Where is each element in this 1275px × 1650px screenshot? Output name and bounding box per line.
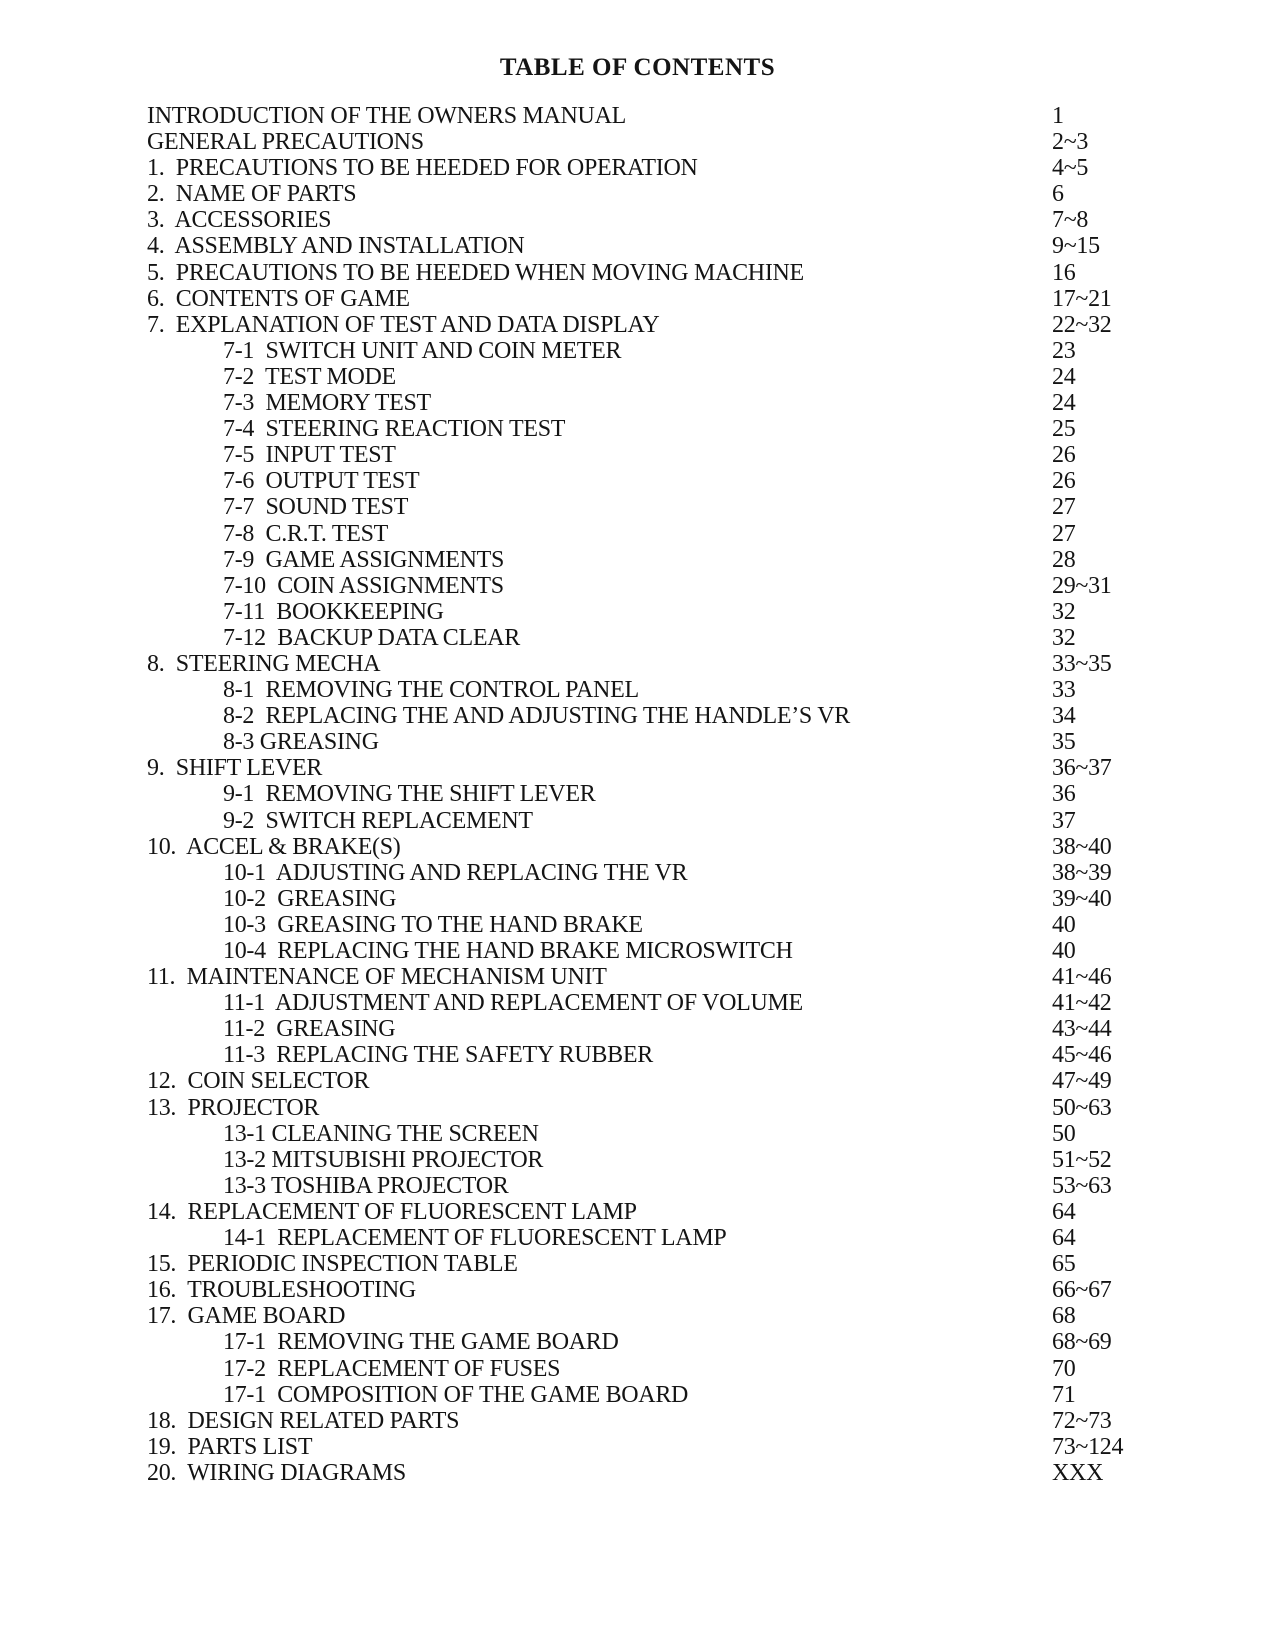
toc-entry <box>0 390 1275 416</box>
toc-entry-label: 8-3 GREASING <box>223 729 379 756</box>
toc-list <box>0 103 1275 1486</box>
page-title: TABLE OF CONTENTS <box>499 54 776 81</box>
toc-entry <box>0 990 1275 1016</box>
toc-entry-pages: 40 <box>1052 938 1076 964</box>
toc-entry <box>0 964 1275 990</box>
toc-entry-pages: 1 <box>1052 103 1064 129</box>
toc-entry <box>0 1147 1275 1173</box>
toc-entry-label: 17. GAME BOARD <box>147 1303 346 1330</box>
toc-entry-label: 19. PARTS LIST <box>147 1433 313 1460</box>
toc-entry-label: 8-1 REMOVING THE CONTROL PANEL <box>223 677 639 704</box>
toc-entry-pages: 2~3 <box>1052 129 1089 156</box>
toc-entry <box>0 834 1275 860</box>
toc-entry-label: 10-4 REPLACING THE HAND BRAKE MICROSWITCH <box>223 938 793 964</box>
toc-entry-label: 13-3 TOSHIBA PROJECTOR <box>223 1172 509 1199</box>
toc-entry-pages: 17~21 <box>1052 285 1112 312</box>
toc-entry <box>0 573 1275 599</box>
toc-entry-pages: 6 <box>1052 181 1064 208</box>
toc-entry <box>0 703 1275 729</box>
toc-entry-pages: 70 <box>1052 1355 1076 1382</box>
toc-entry-label: 7-2 TEST MODE <box>223 363 396 390</box>
toc-entry-label: 14-1 REPLACEMENT OF FLUORESCENT LAMP <box>223 1225 727 1252</box>
toc-entry-label: 17-2 REPLACEMENT OF FUSES <box>223 1355 561 1382</box>
toc-entry-pages: 66~67 <box>1052 1277 1112 1304</box>
toc-entry <box>0 181 1275 207</box>
toc-entry <box>0 1460 1275 1486</box>
toc-entry-label: 12. COIN SELECTOR <box>147 1068 370 1095</box>
toc-entry-label: 10-2 GREASING <box>223 885 397 912</box>
toc-entry <box>0 1199 1275 1225</box>
toc-entry <box>0 808 1275 834</box>
toc-entry-label: 10. ACCEL & BRAKE(S) <box>147 833 401 860</box>
toc-entry-label: 7-11 BOOKKEEPING <box>223 598 444 625</box>
toc-entry-label: 18. DESIGN RELATED PARTS <box>147 1407 460 1434</box>
toc-entry-pages: 7~8 <box>1052 207 1089 234</box>
toc-entry-pages: 33~35 <box>1052 650 1112 677</box>
toc-entry <box>0 521 1275 547</box>
toc-entry-label: 10-3 GREASING TO THE HAND BRAKE <box>223 911 643 938</box>
toc-entry <box>0 286 1275 312</box>
toc-entry-pages: 24 <box>1052 363 1076 390</box>
toc-entry-pages: 50 <box>1052 1120 1076 1147</box>
toc-entry-label: 7-9 GAME ASSIGNMENTS <box>223 546 505 573</box>
toc-entry-label: 9-2 SWITCH REPLACEMENT <box>223 807 533 834</box>
toc-entry-pages: 64 <box>1052 1198 1076 1225</box>
toc-entry <box>0 338 1275 364</box>
toc-entry-label: 11-3 REPLACING THE SAFETY RUBBER <box>223 1042 653 1069</box>
toc-entry-pages: 34 <box>1052 703 1076 730</box>
toc-entry-label: 7-5 INPUT TEST <box>223 442 396 469</box>
toc-entry <box>0 1068 1275 1094</box>
toc-entry <box>0 547 1275 573</box>
toc-entry <box>0 1408 1275 1434</box>
toc-entry-label: GENERAL PRECAUTIONS <box>147 129 424 156</box>
toc-entry <box>0 155 1275 181</box>
toc-entry <box>0 129 1275 155</box>
toc-entry-pages: 32 <box>1052 598 1076 625</box>
toc-entry-label: 5. PRECAUTIONS TO BE HEEDED WHEN MOVING MACHINE <box>147 259 804 286</box>
toc-entry-label: 7-12 BACKUP DATA CLEAR <box>223 624 520 651</box>
toc-entry-pages: 72~73 <box>1052 1407 1112 1434</box>
toc-entry-pages: 28 <box>1052 546 1076 573</box>
toc-entry-pages: 40 <box>1052 911 1076 938</box>
toc-entry <box>0 207 1275 233</box>
toc-entry-pages: 27 <box>1052 520 1076 547</box>
toc-entry-label: 6. CONTENTS OF GAME <box>147 285 410 312</box>
toc-entry-pages: 51~52 <box>1052 1146 1112 1173</box>
toc-entry <box>0 312 1275 338</box>
toc-entry-label: 7-7 SOUND TEST <box>223 494 409 521</box>
toc-entry-pages: 26 <box>1052 442 1076 469</box>
toc-entry-label: 7-3 MEMORY TEST <box>223 390 431 417</box>
toc-entry <box>0 442 1275 468</box>
toc-entry-pages: 23 <box>1052 337 1076 364</box>
toc-entry-pages: 41~46 <box>1052 964 1112 991</box>
toc-entry <box>0 1225 1275 1251</box>
toc-entry-pages: 38~39 <box>1052 859 1112 886</box>
toc-entry-label: 11-2 GREASING <box>223 1016 396 1043</box>
toc-entry-pages: 26 <box>1052 468 1076 495</box>
toc-entry-label: 14. REPLACEMENT OF FLUORESCENT LAMP <box>147 1198 637 1225</box>
toc-entry-pages: 37 <box>1052 807 1076 834</box>
toc-entry <box>0 781 1275 807</box>
toc-entry <box>0 364 1275 390</box>
toc-entry-label: 8-2 REPLACING THE AND ADJUSTING THE HANDLE’S VR <box>223 703 850 730</box>
toc-entry <box>0 755 1275 781</box>
toc-entry-label: 2. NAME OF PARTS <box>147 181 357 208</box>
toc-entry <box>0 468 1275 494</box>
toc-entry <box>0 1356 1275 1382</box>
toc-entry-label: 13-2 MITSUBISHI PROJECTOR <box>223 1146 544 1173</box>
toc-entry-label: 7. EXPLANATION OF TEST AND DATA DISPLAY <box>147 311 660 338</box>
toc-entry <box>0 1016 1275 1042</box>
toc-entry <box>0 1329 1275 1355</box>
toc-entry-label: 8. STEERING MECHA <box>147 650 381 677</box>
toc-entry-pages: 53~63 <box>1052 1172 1112 1199</box>
toc-entry-label: 3. ACCESSORIES <box>147 207 332 234</box>
toc-entry-label: 7-8 C.R.T. TEST <box>223 520 388 547</box>
toc-entry-label: 16. TROUBLESHOOTING <box>147 1277 416 1304</box>
toc-entry <box>0 677 1275 703</box>
toc-entry <box>0 1173 1275 1199</box>
toc-entry <box>0 1042 1275 1068</box>
toc-entry <box>0 651 1275 677</box>
toc-entry <box>0 494 1275 520</box>
toc-entry-pages: 16 <box>1052 259 1076 286</box>
toc-entry <box>0 912 1275 938</box>
toc-entry-pages: 41~42 <box>1052 990 1112 1017</box>
toc-entry <box>0 416 1275 442</box>
toc-entry-label: 7-10 COIN ASSIGNMENTS <box>223 572 504 599</box>
toc-entry <box>0 625 1275 651</box>
toc-entry <box>0 1303 1275 1329</box>
toc-entry-pages: 71 <box>1052 1381 1076 1408</box>
toc-entry-label: 1. PRECAUTIONS TO BE HEEDED FOR OPERATION <box>147 155 698 182</box>
toc-entry <box>0 1095 1275 1121</box>
toc-entry-pages: 65 <box>1052 1251 1076 1278</box>
toc-entry-label: 10-1 ADJUSTING AND REPLACING THE VR <box>223 859 688 886</box>
toc-entry <box>0 103 1275 129</box>
toc-entry-pages: 39~40 <box>1052 885 1112 912</box>
toc-entry <box>0 1277 1275 1303</box>
toc-entry-label: 20. WIRING DIAGRAMS <box>147 1459 406 1486</box>
toc-entry-pages: 38~40 <box>1052 833 1112 860</box>
toc-entry-label: 17-1 COMPOSITION OF THE GAME BOARD <box>223 1381 689 1408</box>
toc-entry-label: 4. ASSEMBLY AND INSTALLATION <box>147 233 525 260</box>
toc-entry-label: 17-1 REMOVING THE GAME BOARD <box>223 1329 619 1356</box>
toc-entry-label: 13. PROJECTOR <box>147 1094 320 1121</box>
toc-entry-pages: 64 <box>1052 1225 1076 1252</box>
toc-entry <box>0 729 1275 755</box>
toc-entry-label: 7-6 OUTPUT TEST <box>223 468 420 495</box>
toc-entry <box>0 860 1275 886</box>
toc-entry-label: 11-1 ADJUSTMENT AND REPLACEMENT OF VOLUME <box>223 990 803 1017</box>
toc-entry-pages: 27 <box>1052 494 1076 521</box>
toc-entry-pages: 4~5 <box>1052 155 1089 182</box>
toc-entry <box>0 1251 1275 1277</box>
toc-entry-pages: 68~69 <box>1052 1329 1112 1356</box>
toc-entry-pages: 43~44 <box>1052 1016 1112 1043</box>
toc-entry-label: 13-1 CLEANING THE SCREEN <box>223 1120 539 1147</box>
toc-entry <box>0 1121 1275 1147</box>
toc-entry <box>0 1382 1275 1408</box>
toc-entry-pages: 32 <box>1052 624 1076 651</box>
toc-entry-label: 9-1 REMOVING THE SHIFT LEVER <box>223 781 596 808</box>
toc-entry-pages: 36 <box>1052 781 1076 808</box>
toc-entry-pages: 35 <box>1052 729 1076 756</box>
toc-entry-pages: 25 <box>1052 416 1076 443</box>
toc-entry <box>0 599 1275 625</box>
toc-entry-label: 7-4 STEERING REACTION TEST <box>223 416 566 443</box>
toc-entry <box>0 938 1275 964</box>
toc-entry-pages: 50~63 <box>1052 1094 1112 1121</box>
toc-entry-pages: 47~49 <box>1052 1068 1112 1095</box>
toc-entry-label: 7-1 SWITCH UNIT AND COIN METER <box>223 337 622 364</box>
toc-entry-label: 15. PERIODIC INSPECTION TABLE <box>147 1251 518 1278</box>
toc-entry-label: 11. MAINTENANCE OF MECHANISM UNIT <box>147 964 607 991</box>
toc-entry-label: 9. SHIFT LEVER <box>147 755 323 782</box>
toc-entry <box>0 233 1275 259</box>
toc-entry-pages: 29~31 <box>1052 572 1112 599</box>
toc-entry-pages: 9~15 <box>1052 233 1100 260</box>
toc-entry-pages: XXX <box>1052 1459 1104 1486</box>
toc-entry-label: INTRODUCTION OF THE OWNERS MANUAL <box>147 103 626 129</box>
toc-entry-pages: 73~124 <box>1052 1433 1124 1460</box>
toc-entry <box>0 886 1275 912</box>
toc-entry-pages: 36~37 <box>1052 755 1112 782</box>
toc-entry-pages: 22~32 <box>1052 311 1112 338</box>
toc-entry-pages: 68 <box>1052 1303 1076 1330</box>
toc-entry-pages: 33 <box>1052 677 1076 704</box>
toc-entry-pages: 24 <box>1052 390 1076 417</box>
toc-entry-pages: 45~46 <box>1052 1042 1112 1069</box>
toc-entry <box>0 1434 1275 1460</box>
toc-entry <box>0 260 1275 286</box>
